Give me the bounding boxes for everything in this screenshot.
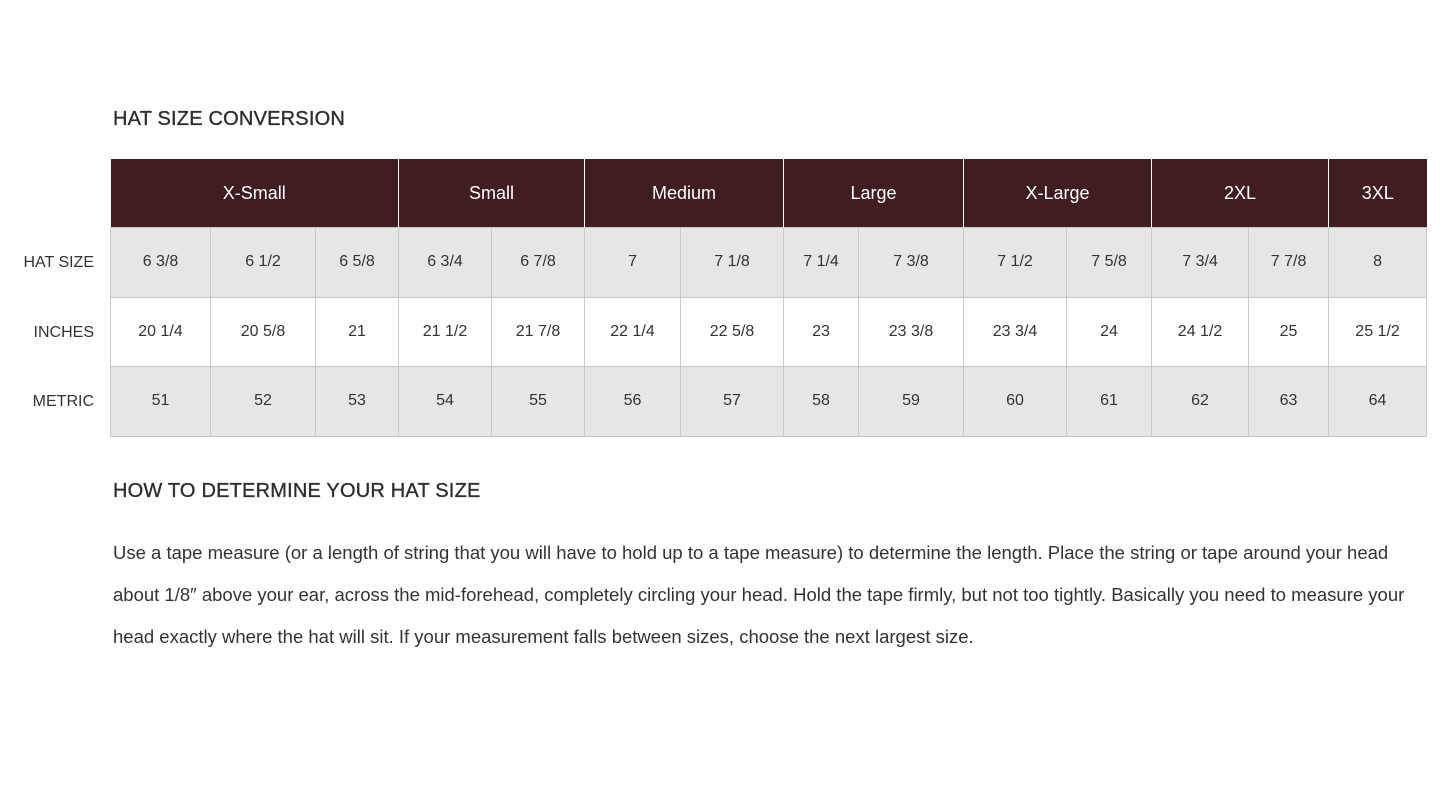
table-cell: 8 <box>1329 228 1427 298</box>
table-cell: 21 1/2 <box>399 297 492 367</box>
table-cell: 58 <box>784 367 859 437</box>
size-group-xlarge: X-Large <box>964 159 1152 228</box>
table-row-hat-size <box>111 228 1427 298</box>
table-cell: 57 <box>681 367 784 437</box>
hat-size-conversion-title: HAT SIZE CONVERSION <box>113 108 345 130</box>
table-row-metric <box>111 367 1427 437</box>
table-cell: 51 <box>111 367 211 437</box>
table-cell: 64 <box>1329 367 1427 437</box>
table-cell: 56 <box>585 367 681 437</box>
table-cell: 60 <box>964 367 1067 437</box>
table-cell: 62 <box>1152 367 1249 437</box>
table-cell: 7 7/8 <box>1249 228 1329 298</box>
table-cell: 23 3/8 <box>859 297 964 367</box>
row-label-inches: INCHES <box>33 323 94 341</box>
size-group-3xl: 3XL <box>1329 159 1427 228</box>
how-to-instructions: Use a tape measure (or a length of string that you will have to hold up to a tape measure) to determine the length. Place the string or tape around your head about 1/8″ above your ear, across the mid-forehead, completely circling your head. Hold the tape firmly, but not too tightly. Basically you need to measure your head exactly where the hat will sit. If your measurement falls between sizes, choose the next largest size. <box>113 542 1405 647</box>
table-cell: 53 <box>316 367 399 437</box>
size-group-2xl: 2XL <box>1152 159 1329 228</box>
how-to-determine-title: HOW TO DETERMINE YOUR HAT SIZE <box>113 480 481 502</box>
table-cell: 7 5/8 <box>1067 228 1152 298</box>
table-cell: 22 1/4 <box>585 297 681 367</box>
table-cell: 63 <box>1249 367 1329 437</box>
table-cell: 52 <box>211 367 316 437</box>
size-group-header-row <box>111 159 1427 228</box>
table-cell: 7 <box>585 228 681 298</box>
table-cell: 25 <box>1249 297 1329 367</box>
table-cell: 20 1/4 <box>111 297 211 367</box>
table-cell: 20 5/8 <box>211 297 316 367</box>
table-row-inches <box>111 297 1427 367</box>
size-group-xsmall: X-Small <box>111 159 399 228</box>
table-cell: 25 1/2 <box>1329 297 1427 367</box>
table-cell: 7 1/4 <box>784 228 859 298</box>
table-cell: 6 3/8 <box>111 228 211 298</box>
table-cell: 21 <box>316 297 399 367</box>
row-labels <box>0 228 104 437</box>
table-cell: 6 1/2 <box>211 228 316 298</box>
table-cell: 7 3/8 <box>859 228 964 298</box>
table-cell: 23 <box>784 297 859 367</box>
table-cell: 6 5/8 <box>316 228 399 298</box>
row-label-hat-size: HAT SIZE <box>23 254 94 271</box>
table-cell: 24 1/2 <box>1152 297 1249 367</box>
table-cell: 7 1/2 <box>964 228 1067 298</box>
hat-size-table <box>110 159 1427 437</box>
size-group-medium: Medium <box>585 159 784 228</box>
table-cell: 55 <box>492 367 585 437</box>
table-cell: 7 3/4 <box>1152 228 1249 298</box>
table-cell: 24 <box>1067 297 1152 367</box>
size-group-small: Small <box>399 159 585 228</box>
table-cell: 54 <box>399 367 492 437</box>
table-cell: 23 3/4 <box>964 297 1067 367</box>
table-cell: 6 3/4 <box>399 228 492 298</box>
table-cell: 22 5/8 <box>681 297 784 367</box>
table-cell: 61 <box>1067 367 1152 437</box>
row-label-metric: METRIC <box>32 393 94 410</box>
table-cell: 59 <box>859 367 964 437</box>
table-cell: 7 1/8 <box>681 228 784 298</box>
table-cell: 6 7/8 <box>492 228 585 298</box>
size-group-large: Large <box>784 159 964 228</box>
table-cell: 21 7/8 <box>492 297 585 367</box>
